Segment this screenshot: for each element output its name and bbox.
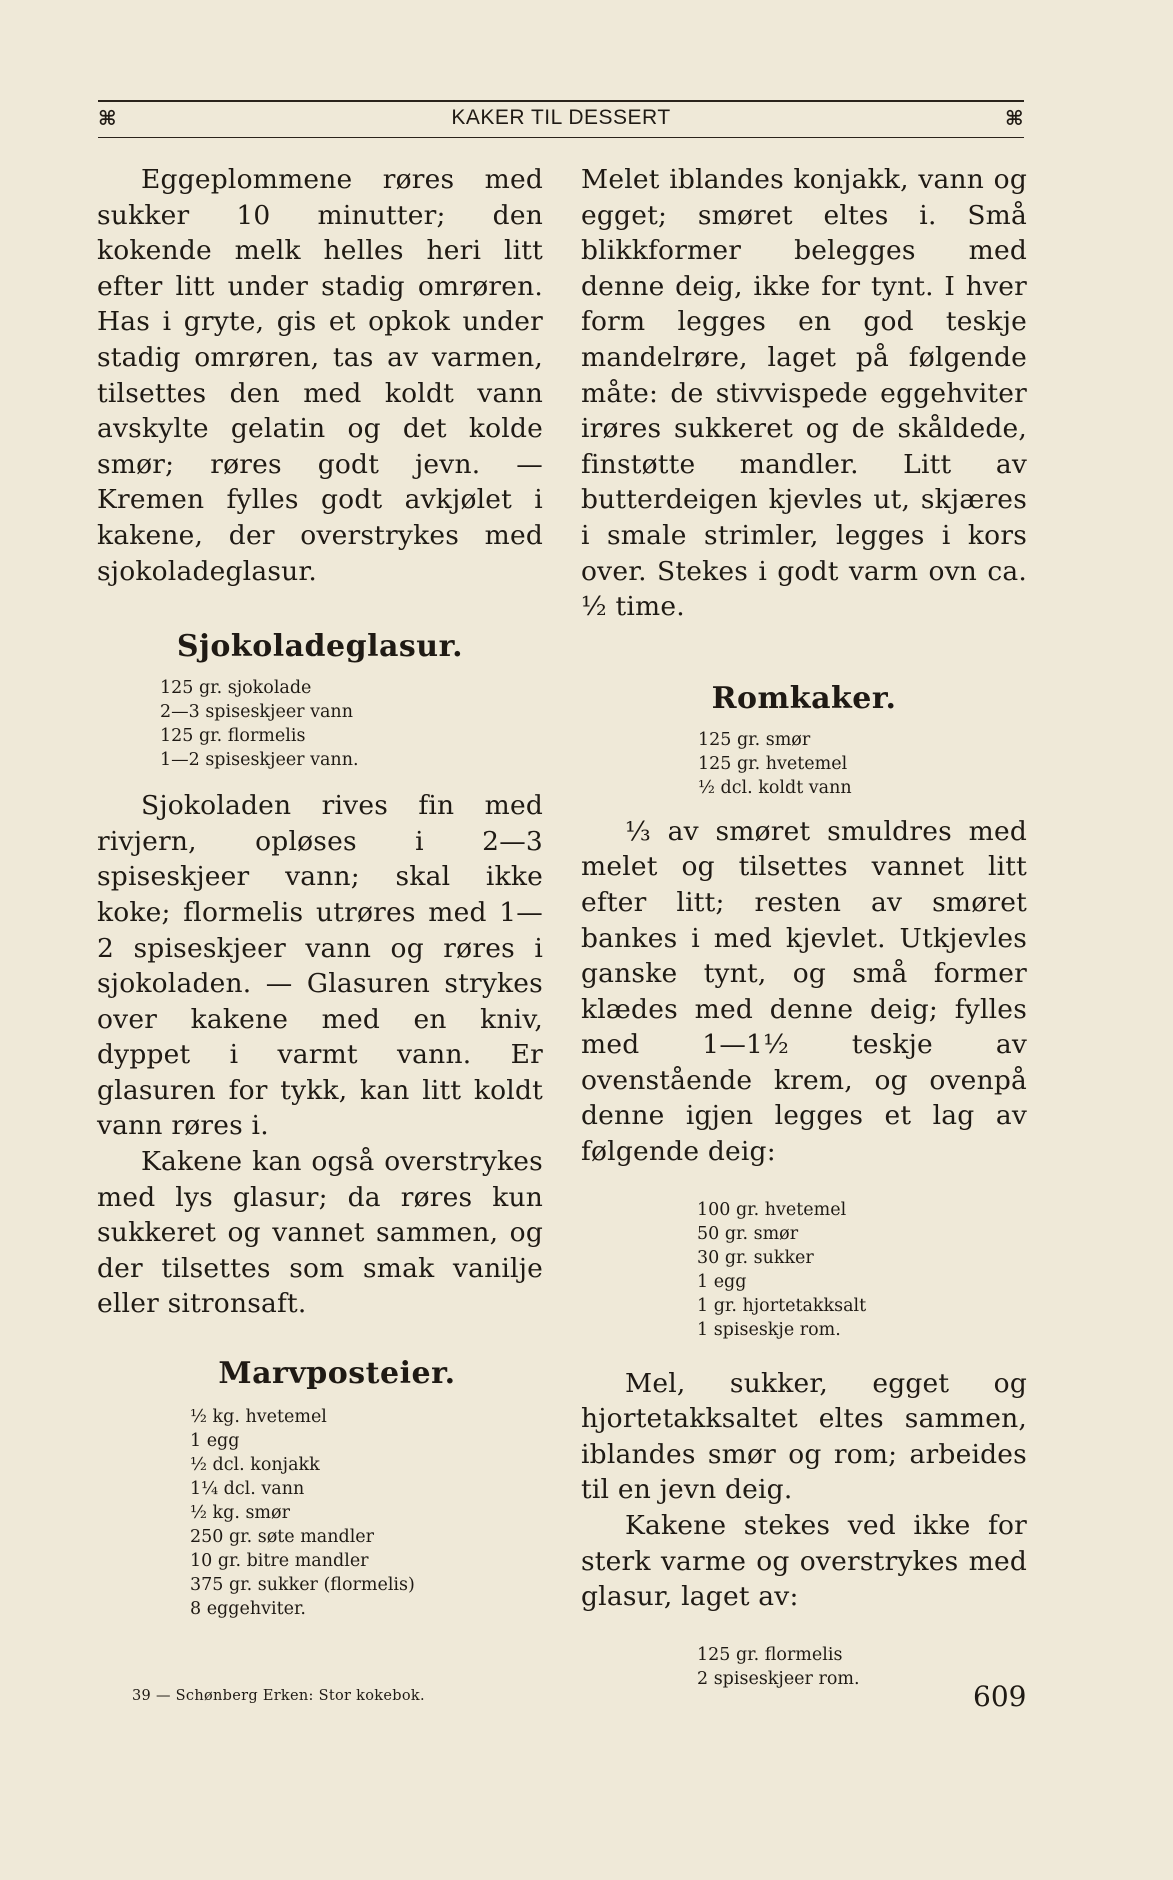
page-number: 609 xyxy=(973,1680,1027,1713)
ingredient: 375 gr. sukker (flormelis) xyxy=(190,1575,415,1596)
paragraph: Melet iblandes konjakk, vann og egget; smøret eltes i. Små blikkformer belegges med denne deig, ikke for tynt. I hver form legges en god teskje mandelrøre, laget på følgende måte: de stivvispede eggehviter irøres sukkeret og de skåldede, finstøtte mandler. Litt av butterdeigen kjevles ut, skjæres i smale strimler, legges i kors over. Stekes i godt varm ovn ca. ½ time. xyxy=(581,164,1027,623)
recipe-heading-romkaker: Romkaker. xyxy=(711,680,897,716)
ingredient-list xyxy=(190,1405,543,1621)
recipe-heading-sjokoladeglasur: Sjokoladeglasur. xyxy=(176,629,464,665)
paragraph: Sjokoladen rives fin med rivjern, opløses i 2—3 spiseskjeer vann; skal ikke koke; flormelis utrøres med 1—2 spiseskjeer vann og røres i sjokoladen. — Glasuren strykes over kakene med en kniv, dyppet i varmt vann. Er glasuren for tykk, kan litt koldt vann røres i. xyxy=(97,790,543,1142)
right-column xyxy=(581,162,1027,1691)
ingredient: 2 spiseskjeer rom. xyxy=(697,1668,860,1689)
ingredient: 1 egg xyxy=(190,1431,240,1452)
ingredient: 100 gr. hvetemel xyxy=(697,1199,847,1220)
ornament-icon: ⌘ xyxy=(98,108,118,130)
paragraph: Kakene stekes ved ikke for sterk varme og overstrykes med glasur, laget av: xyxy=(581,1510,1027,1613)
ingredient: 1—2 spiseskjeer vann. xyxy=(160,750,359,771)
left-column xyxy=(97,162,543,1621)
ingredient: 2—3 spiseskjeer vann xyxy=(160,702,353,723)
recipe-heading-marvposteier: Marvposteier. xyxy=(218,1356,456,1392)
ingredient: 1 gr. hjortetakksalt xyxy=(697,1295,867,1316)
ingredient: ½ dcl. koldt vann xyxy=(698,777,852,798)
header-rule-top xyxy=(98,100,1024,102)
ingredient: ½ kg. smør xyxy=(190,1503,290,1524)
running-header xyxy=(98,104,1024,132)
ingredient: ½ dcl. konjakk xyxy=(190,1455,320,1476)
ingredient: 30 gr. sukker xyxy=(697,1247,814,1268)
ingredient: 1 egg xyxy=(697,1271,747,1292)
ingredient: 125 gr. flormelis xyxy=(697,1644,843,1665)
ingredient-list xyxy=(698,728,1027,800)
ingredient: 1 spiseskje rom. xyxy=(697,1319,841,1340)
ingredient: 250 gr. søte mandler xyxy=(190,1527,375,1548)
paragraph: Mel, sukker, egget og hjortetakksaltet eltes sammen, iblandes smør og rom; arbeides til en jevn deig. xyxy=(581,1367,1027,1506)
ornament-icon: ⌘ xyxy=(1004,108,1024,130)
ingredient: 10 gr. bitre mandler xyxy=(190,1551,369,1572)
ingredient-list xyxy=(697,1198,1027,1342)
signature-line: 39 — Schønberg Erken: Stor kokebok. xyxy=(132,1688,425,1704)
ingredient: 125 gr. sjokolade xyxy=(160,678,312,699)
paragraph: Kakene kan også overstrykes med lys glasur; da røres kun sukkeret og vannet sammen, og der tilsettes som smak vanilje eller sitronsaft. xyxy=(97,1146,543,1320)
ingredient: ½ kg. hvetemel xyxy=(190,1407,327,1428)
paragraph: ⅓ av smøret smuldres med melet og tilsettes vannet litt efter litt; resten av smøret bankes i med kjevlet. Utkjevles ganske tynt, og små former klædes med denne deig; fylles med 1—1½ teskje av ovenstående krem, og ovenpå denne igjen legges et lag av følgende deig: xyxy=(581,815,1027,1168)
header-title: KAKER TIL DESSERT xyxy=(451,106,671,129)
ingredient: 8 eggehviter. xyxy=(190,1599,306,1620)
header-rule-bottom xyxy=(98,137,1024,138)
ingredient: 125 gr. hvetemel xyxy=(698,753,848,774)
ingredient: 50 gr. smør xyxy=(697,1223,799,1244)
ingredient-list xyxy=(160,676,543,772)
ingredient: 125 gr. flormelis xyxy=(160,726,306,747)
paragraph: Eggeplommene røres med sukker 10 minutter; den kokende melk helles heri litt efter litt under stadig omrøren. Has i gryte, gis et opkok under stadig omrøren, tas av varmen, tilsettes den med koldt vann avskylte gelatin og det kolde smør; røres godt jevn. — Kremen fylles godt avkjølet i kakene, der overstrykes med sjokoladeglasur. xyxy=(97,164,543,587)
ingredient: 1¼ dcl. vann xyxy=(190,1479,305,1500)
ingredient: 125 gr. smør xyxy=(698,729,811,750)
